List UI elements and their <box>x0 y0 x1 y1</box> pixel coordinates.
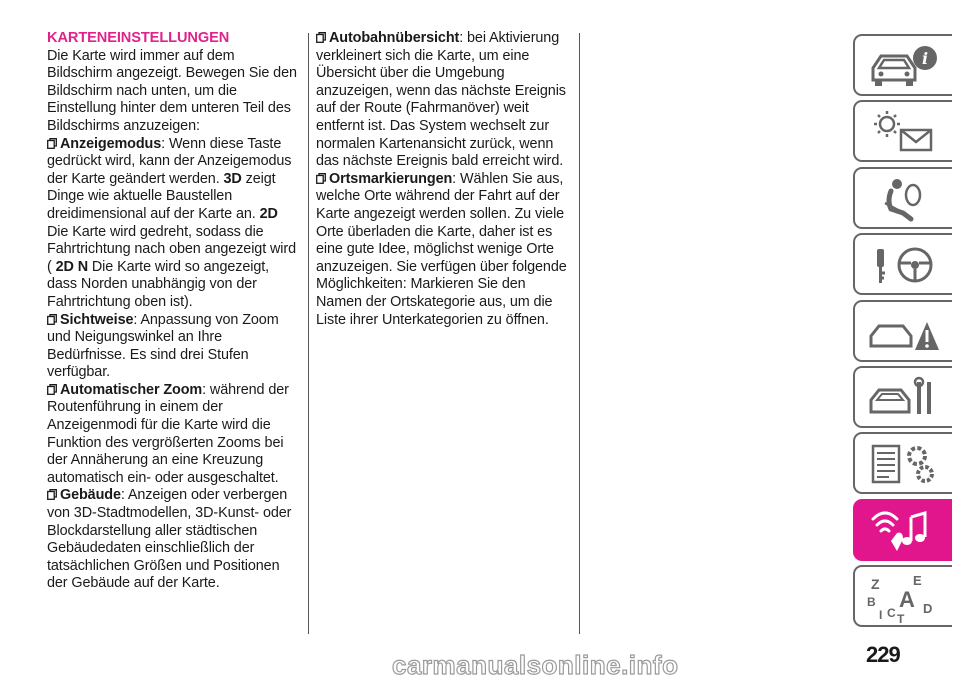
item-text: zeigt Dinge wie aktuelle Baustellen dreidimensional auf der Karte an. <box>47 170 276 222</box>
airbag-seat-icon <box>867 175 943 225</box>
mode-2d-label: 2D <box>259 205 278 222</box>
multimedia-wifi-music-icon <box>867 507 943 557</box>
item-text: : während der Routenführung in einem der Anzeigenmodi für die Karte wird die Funktion des vergrößerten Zooms bei der Annäherung an eine Kreuzung automatisch ein- oder ausgeschaltet. <box>47 381 289 486</box>
item-text: Die Karte wird gedreht, sodass die Fahrtrichtung nach oben angezeigt wird ( <box>47 223 296 275</box>
breakdown-warning-icon <box>867 308 943 358</box>
watermark: carmanualsonline.info <box>392 650 679 680</box>
svg-text:A: A <box>899 587 915 613</box>
item-text: : Anzeigen oder verbergen von 3D-Stadtmodellen, 3D-Kunst- oder Blockdarstellung aller städtischen Gebäudedaten einschließlich der tatsächlichen Größen und Positionen der Gebäude auf der Karte. <box>47 487 292 592</box>
svg-text:I: I <box>879 608 883 623</box>
item-text: Die Karte wird so angezeigt, dass Norden unabhängig von der Fahrtrichtung oben ist). <box>47 258 270 310</box>
item-automatischer-zoom <box>47 382 299 488</box>
item-anzeigemodus <box>47 136 299 312</box>
page-number: 229 <box>866 642 900 667</box>
mode-2dn-label: 2D N <box>55 258 88 275</box>
tab-maintenance[interactable] <box>853 366 952 428</box>
item-term: Automatischer Zoom <box>60 381 203 398</box>
alphabetical-index-icon <box>867 573 943 623</box>
svg-text:i: i <box>921 49 929 68</box>
svg-text:B: B <box>867 595 876 610</box>
item-text: : Wählen Sie aus, welche Orte während der Fahrt auf der Karte angezeigt werden sollen. Zu viele Orte überladen die Karte, daher ist es eine gute Idee, möglichst wenige Orte anzuzeigen. Sie verfügen über folgende Möglichkeiten: Markieren Sie den Namen der Ortskategorie aus, um die Liste ihrer Unterkategorien zu öffnen. <box>316 170 567 328</box>
tab-technical-data[interactable] <box>853 432 952 494</box>
left-column <box>47 30 299 593</box>
section-heading: KARTENEINSTELLUNGEN <box>47 30 230 46</box>
item-term: Ortsmarkierungen <box>329 170 453 187</box>
car-service-tools-icon <box>867 374 943 424</box>
svg-text:C: C <box>887 606 896 621</box>
item-text: : Wenn diese Taste gedrückt wird, kann der Anzeigemodus der Karte geändert werden. <box>47 135 292 187</box>
intro-paragraph: Die Karte wird immer auf dem Bildschirm angezeigt. Bewegen Sie den Bildschirm nach unten, um die Einstellung hinter dem unteren Teil des Bildschirms anzuzeigen: <box>47 47 297 134</box>
item-term: Anzeigemodus <box>60 135 162 152</box>
bullet-icon <box>47 489 57 500</box>
item-term: Autobahnübersicht <box>329 30 460 46</box>
svg-text:T: T <box>897 612 905 624</box>
tab-multimedia[interactable] <box>853 499 952 561</box>
tab-emergency[interactable] <box>853 300 952 362</box>
column-divider <box>308 33 309 634</box>
item-term: Gebäude <box>60 487 121 504</box>
tab-car-info[interactable] <box>853 34 952 96</box>
svg-text:E: E <box>913 573 922 589</box>
item-term: Sichtweise <box>60 311 134 328</box>
tab-warning-lights[interactable] <box>853 100 952 162</box>
mode-3d-label: 3D <box>223 170 242 187</box>
bullet-icon <box>316 32 326 43</box>
bullet-icon <box>47 314 57 325</box>
item-sichtweise <box>47 312 299 382</box>
warning-lights-mail-icon <box>867 108 943 158</box>
tab-safety[interactable] <box>853 167 952 229</box>
technical-data-gears-icon <box>867 440 943 490</box>
item-gebaeude <box>47 487 299 593</box>
svg-text:D: D <box>923 601 933 617</box>
item-autobahnuebersicht <box>316 30 570 171</box>
item-ortsmarkierungen <box>316 171 570 329</box>
chapter-tabs <box>853 34 952 632</box>
svg-text:Z: Z <box>871 576 880 593</box>
car-info-icon <box>867 42 943 92</box>
tab-starting-driving[interactable] <box>853 233 952 295</box>
bullet-icon <box>316 173 326 184</box>
bullet-icon <box>47 384 57 395</box>
bullet-icon <box>47 138 57 149</box>
right-column <box>316 30 570 329</box>
steering-wheel-key-icon <box>867 241 943 291</box>
column-divider <box>579 33 580 634</box>
item-text: : Anpassung von Zoom und Neigungswinkel an Ihre Bedürfnisse. Es sind drei Stufen verfügbar. <box>47 311 279 381</box>
item-text: : bei Aktivierung verkleinert sich die Karte, um eine Übersicht über die Umgebung anzuzeigen, wenn das nächste Ereignis auf der Route (Fahrmanöver) weit entfernt ist. Das System wechselt zur normalen Kartenansicht zurück, wenn das nächste Ereignis bald erreicht wird. <box>316 30 566 170</box>
tab-index[interactable] <box>853 565 952 627</box>
